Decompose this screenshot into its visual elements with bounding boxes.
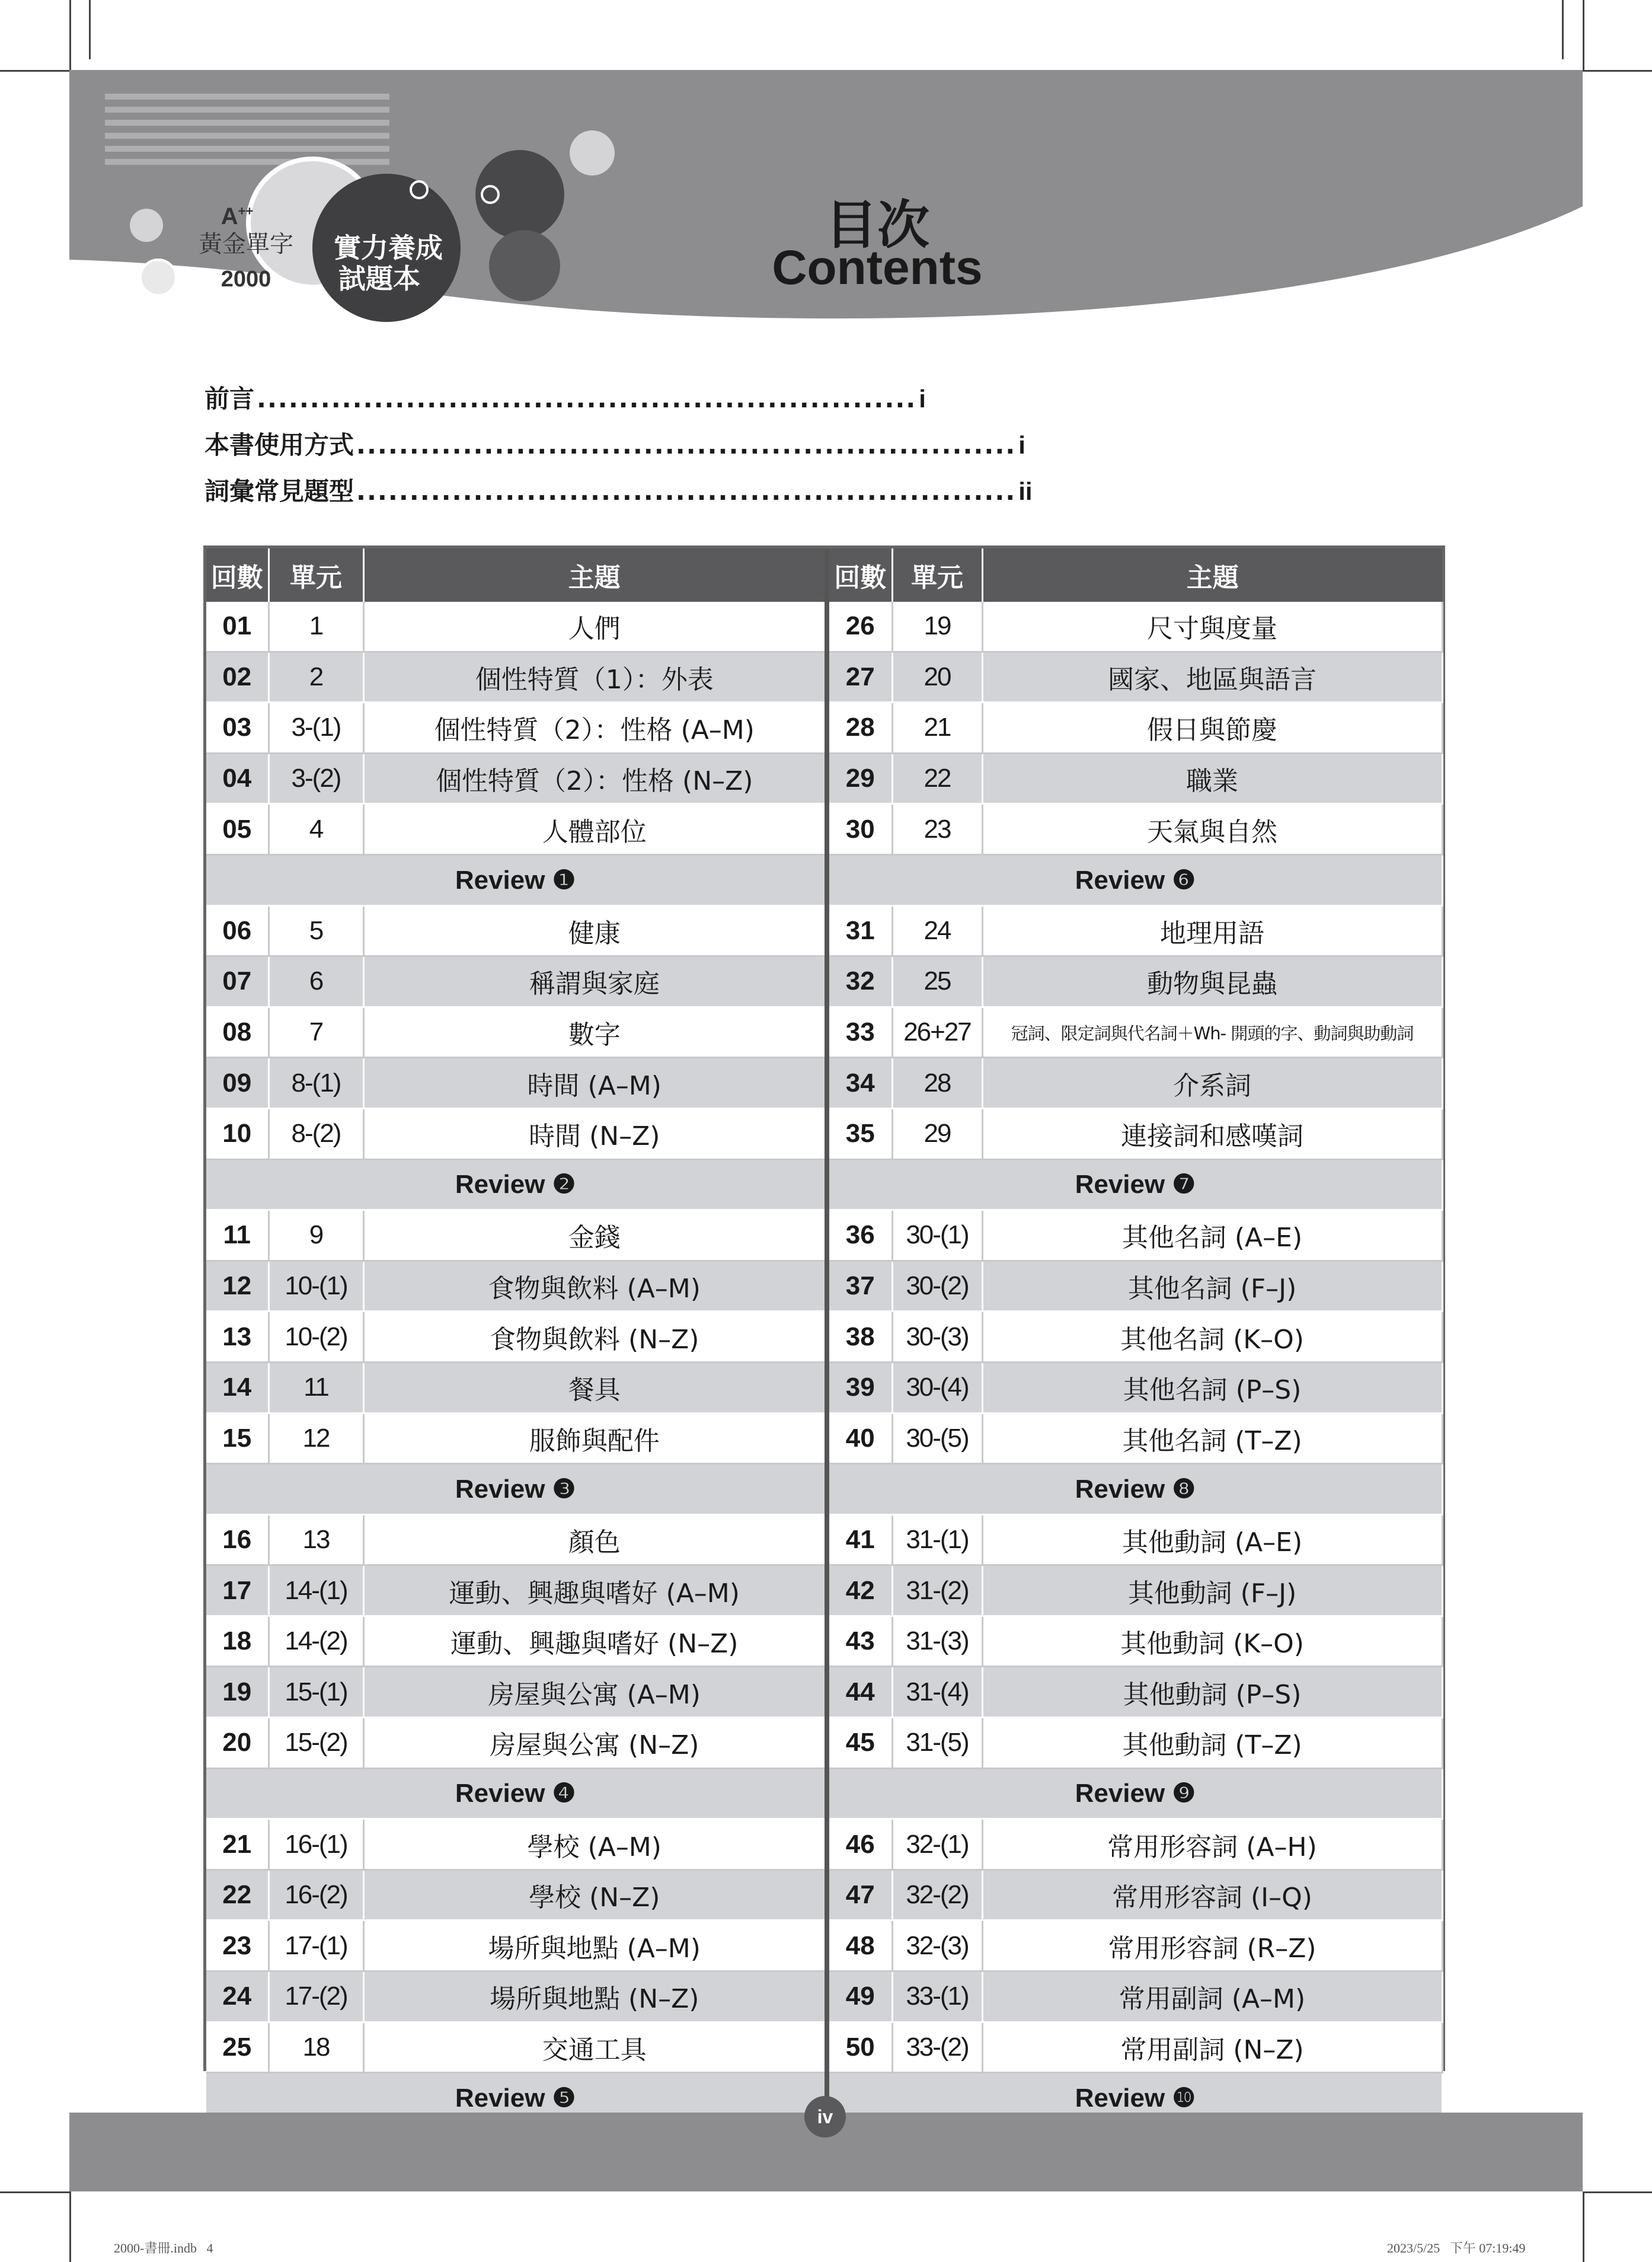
- lesson-topic[interactable]: 學校 (A–M): [363, 1819, 827, 1870]
- unit-number: 11: [269, 1362, 363, 1413]
- unit-number: 5: [269, 905, 363, 956]
- lesson-number: 20: [206, 1718, 269, 1769]
- lesson-number: 27: [827, 652, 892, 703]
- unit-number: 16-(1): [269, 1819, 363, 1870]
- lesson-number: 28: [827, 703, 892, 754]
- review-row-label[interactable]: Review ❼: [827, 1159, 1442, 1210]
- lesson-number: 18: [206, 1616, 269, 1667]
- review-row-label[interactable]: Review ❹: [206, 1768, 827, 1819]
- unit-number: 1: [269, 602, 363, 652]
- unit-number: 30-(2): [892, 1261, 982, 1312]
- lesson-topic[interactable]: 其他動詞 (A–E): [982, 1514, 1442, 1565]
- lesson-number: 19: [206, 1667, 269, 1718]
- table-row: [206, 804, 1442, 855]
- unit-number: 6: [269, 956, 363, 1007]
- lesson-number: 30: [827, 804, 892, 855]
- unit-number: 32-(2): [892, 1869, 982, 1920]
- unit-number: 13: [269, 1514, 363, 1565]
- lesson-number: 03: [206, 703, 269, 754]
- unit-number: 31-(2): [892, 1565, 982, 1616]
- unit-number: 14-(2): [269, 1616, 363, 1667]
- unit-number: 30-(1): [892, 1210, 982, 1261]
- unit-number: 16-(2): [269, 1869, 363, 1920]
- unit-number: 10-(2): [269, 1312, 363, 1363]
- unit-number: 31-(4): [892, 1667, 982, 1718]
- table-row: [206, 1971, 1442, 2022]
- header-topic: 主題: [982, 548, 1442, 602]
- lesson-number: 02: [206, 652, 269, 703]
- table-row: [206, 1920, 1442, 1971]
- lesson-topic[interactable]: 運動、興趣與嗜好 (A–M): [363, 1565, 827, 1616]
- front-matter-page: i: [1018, 431, 1025, 459]
- unit-number: 33-(2): [892, 2022, 982, 2073]
- table-row: [206, 1413, 1442, 1464]
- unit-number: 8-(2): [269, 1108, 363, 1159]
- lesson-topic[interactable]: 其他動詞 (F–J): [982, 1565, 1442, 1616]
- logo-grade-letter: A: [221, 203, 238, 229]
- lesson-topic[interactable]: 個性特質（1）：外表: [363, 652, 827, 703]
- review-row-label[interactable]: Review ❿: [827, 2073, 1442, 2124]
- lesson-number: 08: [206, 1007, 269, 1058]
- unit-number: 9: [269, 1210, 363, 1261]
- front-matter-page: ii: [1018, 477, 1033, 505]
- header-unit: 單元: [269, 548, 363, 602]
- lesson-topic[interactable]: 食物與飲料 (A–M): [363, 1261, 827, 1312]
- lesson-topic[interactable]: 國家、地區與語言: [982, 652, 1442, 703]
- lesson-number: 45: [827, 1718, 892, 1769]
- crop-mark: [1583, 2191, 1652, 2193]
- unit-number: 25: [892, 956, 982, 1007]
- front-matter-item[interactable]: [204, 426, 1025, 461]
- lesson-topic[interactable]: 常用形容詞 (I–Q): [982, 1869, 1442, 1920]
- review-row: [206, 1159, 1442, 1210]
- lesson-number: 40: [827, 1413, 892, 1464]
- lesson-topic[interactable]: 其他名詞 (K–O): [982, 1312, 1442, 1363]
- print-timestamp: 2023/5/25 下午 07:19:49: [1387, 2241, 1526, 2255]
- unit-number: 7: [269, 1007, 363, 1058]
- unit-number: 29: [892, 1108, 982, 1159]
- unit-number: 22: [892, 753, 982, 804]
- lesson-topic[interactable]: 常用形容詞 (A–H): [982, 1819, 1442, 1870]
- unit-number: 30-(5): [892, 1413, 982, 1464]
- lesson-number: 42: [827, 1565, 892, 1616]
- review-row: [206, 854, 1442, 905]
- front-matter-label: 詞彙常見題型: [204, 477, 354, 506]
- table-row: [206, 652, 1442, 703]
- leader-dots: ..............................................................: [257, 384, 917, 413]
- lesson-topic[interactable]: 其他動詞 (K–O): [982, 1616, 1442, 1667]
- unit-number: 23: [892, 804, 982, 855]
- lesson-topic[interactable]: 冠詞、限定詞與代名詞＋Wh- 開頭的字、動詞與助動詞: [982, 1007, 1442, 1058]
- table-row: [206, 1514, 1442, 1565]
- lesson-number: 47: [827, 1869, 892, 1920]
- table-row: [206, 1108, 1442, 1159]
- crop-mark: [69, 2191, 71, 2262]
- lesson-number: 06: [206, 905, 269, 956]
- review-row-label[interactable]: Review ❽: [827, 1464, 1442, 1515]
- lesson-topic[interactable]: 天氣與自然: [982, 804, 1442, 855]
- lesson-topic[interactable]: 食物與飲料 (N–Z): [363, 1312, 827, 1363]
- table-row: [206, 1210, 1442, 1261]
- review-row: [206, 1464, 1442, 1515]
- logo-grade-sup: ++: [238, 203, 254, 219]
- table-row: [206, 1869, 1442, 1920]
- unit-number: 12: [269, 1413, 363, 1464]
- lesson-number: 36: [827, 1210, 892, 1261]
- unit-number: 31-(3): [892, 1616, 982, 1667]
- lesson-topic[interactable]: 其他動詞 (P–S): [982, 1667, 1442, 1718]
- lesson-topic[interactable]: 顏色: [363, 1514, 827, 1565]
- lesson-topic[interactable]: 運動、興趣與嗜好 (N–Z): [363, 1616, 827, 1667]
- lesson-topic[interactable]: 其他動詞 (T–Z): [982, 1718, 1442, 1769]
- lesson-topic[interactable]: 個性特質（2）：性格 (N–Z): [363, 753, 827, 804]
- table-row: [206, 1058, 1442, 1109]
- lesson-number: 46: [827, 1819, 892, 1870]
- lesson-topic[interactable]: 數字: [363, 1007, 827, 1058]
- page-title-chinese: 目次: [825, 194, 929, 256]
- lesson-number: 43: [827, 1616, 892, 1667]
- lesson-number: 34: [827, 1058, 892, 1109]
- lesson-number: 10: [206, 1108, 269, 1159]
- lesson-number: 22: [206, 1869, 269, 1920]
- lesson-topic[interactable]: 稱謂與家庭: [363, 956, 827, 1007]
- front-matter-label: 本書使用方式: [204, 430, 354, 460]
- lesson-topic[interactable]: 服飾與配件: [363, 1413, 827, 1464]
- front-matter-item[interactable]: [204, 472, 1033, 508]
- unit-number: 17-(1): [269, 1920, 363, 1971]
- contents-table: [203, 545, 1445, 2113]
- unit-number: 18: [269, 2022, 363, 2073]
- unit-number: 24: [892, 905, 982, 956]
- front-matter-page: i: [919, 385, 926, 413]
- unit-number: 26+27: [892, 1007, 982, 1058]
- lesson-number: 07: [206, 956, 269, 1007]
- lesson-number: 35: [827, 1108, 892, 1159]
- header-round: 回數: [206, 548, 269, 602]
- crop-mark: [69, 0, 71, 70]
- unit-number: 14-(1): [269, 1565, 363, 1616]
- review-row: [206, 1768, 1442, 1819]
- table-row: [206, 1616, 1442, 1667]
- unit-number: 21: [892, 703, 982, 754]
- lesson-topic[interactable]: 常用副詞 (A–M): [982, 1971, 1442, 2022]
- lesson-number: 13: [206, 1312, 269, 1363]
- unit-number: 32-(3): [892, 1920, 982, 1971]
- lesson-topic[interactable]: 學校 (N–Z): [363, 1869, 827, 1920]
- lesson-number: 16: [206, 1514, 269, 1565]
- table-row: [206, 1362, 1442, 1413]
- lesson-number: 41: [827, 1514, 892, 1565]
- table-row: [206, 1261, 1442, 1312]
- lesson-topic[interactable]: 動物與昆蟲: [982, 956, 1442, 1007]
- lesson-topic[interactable]: 常用形容詞 (R–Z): [982, 1920, 1442, 1971]
- unit-number: 20: [892, 652, 982, 703]
- lesson-number: 21: [206, 1819, 269, 1870]
- review-row-label[interactable]: Review ❶: [206, 854, 827, 905]
- header-round: 回數: [827, 548, 892, 602]
- unit-number: 4: [269, 804, 363, 855]
- lesson-number: 48: [827, 1920, 892, 1971]
- lesson-topic[interactable]: 職業: [982, 753, 1442, 804]
- lesson-topic[interactable]: 時間 (A–M): [363, 1058, 827, 1109]
- lesson-topic[interactable]: 其他名詞 (F–J): [982, 1261, 1442, 1312]
- crop-mark: [0, 70, 69, 72]
- lesson-number: 29: [827, 753, 892, 804]
- header-unit: 單元: [892, 548, 982, 602]
- front-matter-item[interactable]: [204, 379, 926, 415]
- crop-mark: [1583, 2191, 1584, 2262]
- lesson-topic[interactable]: 假日與節慶: [982, 703, 1442, 754]
- lesson-number: 33: [827, 1007, 892, 1058]
- logo-book-title: 黃金單字: [199, 231, 293, 258]
- lesson-number: 04: [206, 753, 269, 804]
- unit-number: 17-(2): [269, 1971, 363, 2022]
- lesson-topic[interactable]: 人們: [363, 602, 827, 652]
- lesson-number: 31: [827, 905, 892, 956]
- unit-number: 19: [892, 602, 982, 652]
- lesson-topic[interactable]: 場所與地點 (A–M): [363, 1920, 827, 1971]
- lesson-number: 38: [827, 1312, 892, 1363]
- front-matter-label: 前言: [204, 384, 255, 413]
- lesson-topic[interactable]: 其他名詞 (P–S): [982, 1362, 1442, 1413]
- table-row: [206, 2022, 1442, 2073]
- unit-number: 2: [269, 652, 363, 703]
- table-row: [206, 1565, 1442, 1616]
- review-row-label[interactable]: Review ❷: [206, 1159, 827, 1210]
- table-row: [206, 905, 1442, 956]
- unit-number: 31-(1): [892, 1514, 982, 1565]
- lesson-topic[interactable]: 介系詞: [982, 1058, 1442, 1109]
- unit-number: 30-(3): [892, 1312, 982, 1363]
- lesson-number: 50: [827, 2022, 892, 2073]
- lesson-number: 24: [206, 1971, 269, 2022]
- page-number-badge: iv: [804, 2096, 846, 2137]
- table-row: [206, 1007, 1442, 1058]
- crop-mark: [89, 0, 91, 59]
- lesson-topic[interactable]: 健康: [363, 905, 827, 956]
- crop-mark: [1562, 0, 1564, 59]
- unit-number: 32-(1): [892, 1819, 982, 1870]
- header-topic: 主題: [363, 548, 827, 602]
- lesson-number: 25: [206, 2022, 269, 2073]
- lesson-topic[interactable]: 金錢: [363, 1210, 827, 1261]
- unit-number: 15-(1): [269, 1667, 363, 1718]
- table-row: [206, 602, 1442, 652]
- lesson-topic[interactable]: 人體部位: [363, 804, 827, 855]
- lesson-topic[interactable]: 房屋與公寓 (N–Z): [363, 1718, 827, 1769]
- table-row: [206, 1312, 1442, 1363]
- lesson-topic[interactable]: 其他名詞 (A–E): [982, 1210, 1442, 1261]
- unit-number: 33-(1): [892, 1971, 982, 2022]
- lesson-number: 26: [827, 602, 892, 652]
- lesson-number: 05: [206, 804, 269, 855]
- lesson-number: 37: [827, 1261, 892, 1312]
- lesson-topic[interactable]: 餐具: [363, 1362, 827, 1413]
- lesson-number: 39: [827, 1362, 892, 1413]
- lesson-topic[interactable]: 其他名詞 (T–Z): [982, 1413, 1442, 1464]
- crop-mark: [1583, 0, 1584, 70]
- logo-series-line2: 試題本: [338, 263, 420, 295]
- review-row-label[interactable]: Review ❺: [206, 2073, 827, 2124]
- lesson-topic[interactable]: 交通工具: [363, 2022, 827, 2073]
- unit-number: 31-(5): [892, 1718, 982, 1769]
- lesson-topic[interactable]: 地理用語: [982, 905, 1442, 956]
- lesson-number: 44: [827, 1667, 892, 1718]
- lesson-number: 11: [206, 1210, 269, 1261]
- table-row: [206, 1819, 1442, 1870]
- lesson-number: 23: [206, 1920, 269, 1971]
- logo-grade: [213, 205, 261, 228]
- unit-number: 30-(4): [892, 1362, 982, 1413]
- unit-number: 28: [892, 1058, 982, 1109]
- lesson-topic[interactable]: 尺寸與度量: [982, 602, 1442, 652]
- table-row: [206, 703, 1442, 754]
- lesson-number: 17: [206, 1565, 269, 1616]
- table-row: [206, 753, 1442, 804]
- table-body: [206, 602, 1442, 2123]
- logo-book-number: 2000: [221, 267, 271, 292]
- leader-dots: ..............................................................: [356, 430, 1017, 460]
- leader-dots: ..............................................................: [356, 477, 1017, 506]
- unit-number: 10-(1): [269, 1261, 363, 1312]
- lesson-number: 32: [827, 956, 892, 1007]
- unit-number: 3-(2): [269, 753, 363, 804]
- lesson-number: 09: [206, 1058, 269, 1109]
- lesson-number: 14: [206, 1362, 269, 1413]
- unit-number: 15-(2): [269, 1718, 363, 1769]
- review-row-label[interactable]: Review ❻: [827, 854, 1442, 905]
- lesson-topic[interactable]: 時間 (N–Z): [363, 1108, 827, 1159]
- crop-mark: [1583, 70, 1652, 72]
- contents-grid: [206, 548, 1443, 2124]
- file-slug: 2000-書冊.indb 4: [114, 2241, 213, 2255]
- review-row-label[interactable]: Review ❸: [206, 1464, 827, 1515]
- unit-number: 8-(1): [269, 1058, 363, 1109]
- table-header-row: [206, 548, 1442, 602]
- logo-series-line1: 實力養成: [334, 232, 443, 264]
- review-row-label[interactable]: Review ❾: [827, 1768, 1442, 1819]
- lesson-topic[interactable]: 房屋與公寓 (A–M): [363, 1667, 827, 1718]
- lesson-topic[interactable]: 連接詞和感嘆詞: [982, 1108, 1442, 1159]
- lesson-topic[interactable]: 常用副詞 (N–Z): [982, 2022, 1442, 2073]
- unit-number: 3-(1): [269, 703, 363, 754]
- lesson-number: 15: [206, 1413, 269, 1464]
- table-row: [206, 956, 1442, 1007]
- crop-mark: [0, 2191, 69, 2193]
- lesson-number: 49: [827, 1971, 892, 2022]
- table-row: [206, 1718, 1442, 1769]
- lesson-topic[interactable]: 場所與地點 (N–Z): [363, 1971, 827, 2022]
- table-row: [206, 1667, 1442, 1718]
- lesson-number: 01: [206, 602, 269, 652]
- lesson-topic[interactable]: 個性特質（2）：性格 (A–M): [363, 703, 827, 754]
- page-title-english: Contents: [772, 241, 983, 295]
- lesson-number: 12: [206, 1261, 269, 1312]
